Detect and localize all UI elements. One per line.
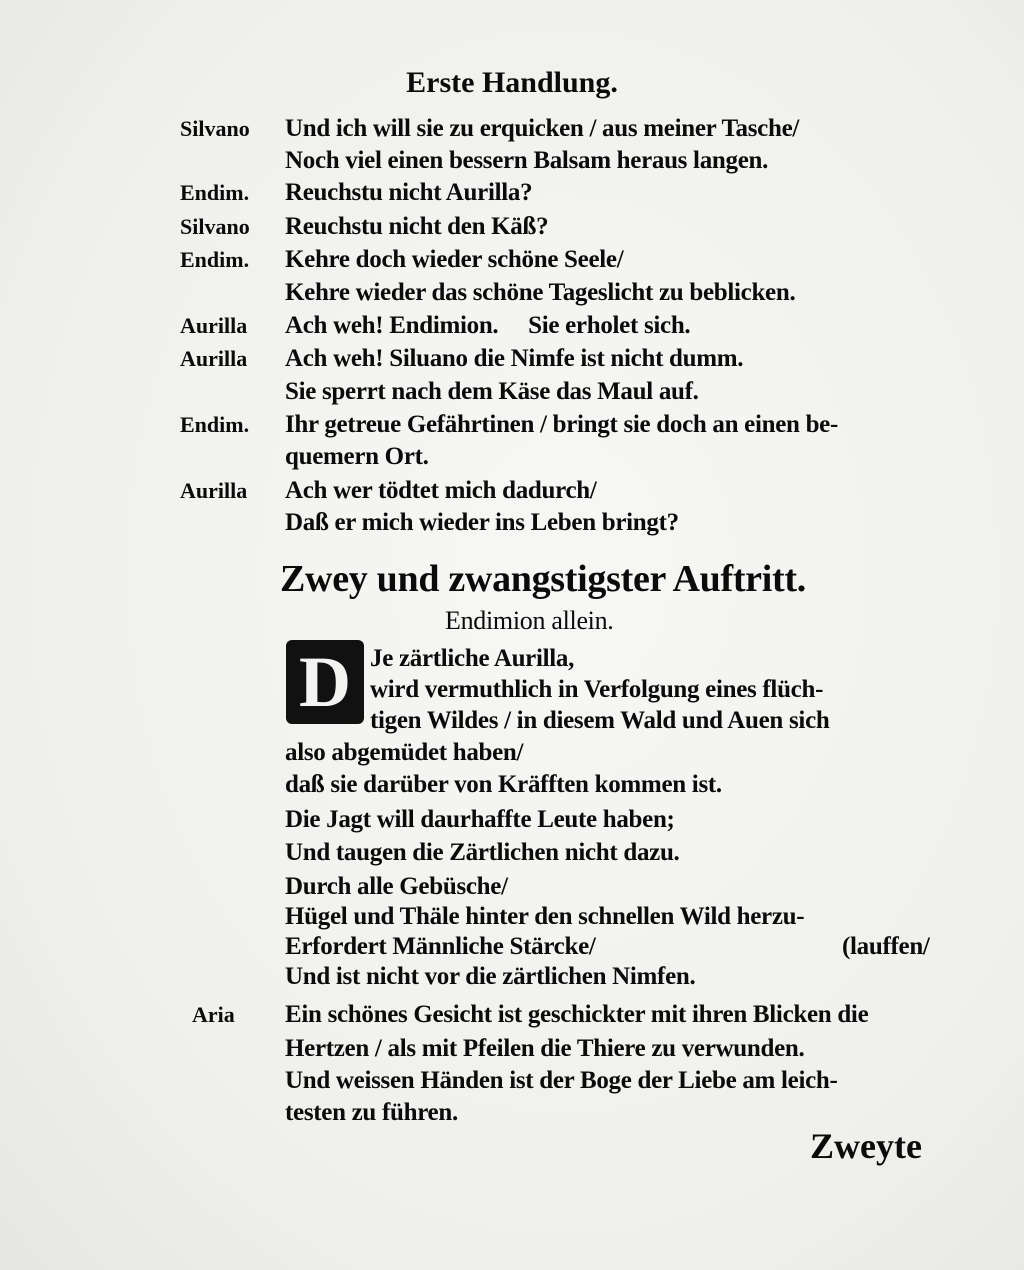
scene-line-overflow: (lauffen/ [842, 933, 930, 960]
dialogue-line: Ach weh! Siluano die Nimfe ist nicht dumm. [285, 345, 744, 372]
speaker-label: Endim. [180, 412, 250, 437]
dialogue-line: Und ich will sie zu erquicken / aus meiner Tasche/ [285, 115, 800, 142]
scene-line: Und ist nicht vor die zärtlichen Nimfen. [285, 963, 696, 990]
scene-line: tigen Wildes / in diesem Wald und Auen sich [370, 707, 830, 734]
speaker-label: Endim. [180, 180, 250, 205]
scene-line: Durch alle Gebüsche/ [285, 873, 508, 900]
dialogue-line: Kehre doch wieder schöne Seele/ [285, 246, 624, 273]
dialogue-line: Noch viel einen bessern Balsam heraus langen. [285, 147, 769, 174]
drop-cap: D [286, 640, 364, 724]
scene-line: Je zärtliche Aurilla, [370, 645, 575, 672]
scene-line: daß sie darüber von Kräfften kommen ist. [285, 771, 722, 798]
catchword: Zweyte [810, 1126, 922, 1166]
speaker-label: Silvano [180, 214, 250, 239]
dialogue-line: Reuchstu nicht Aurilla? [285, 179, 533, 206]
dialogue-line: Kehre wieder das schöne Tageslicht zu beblicken. [285, 279, 796, 306]
scene-line: Die Jagt will daurhaffte Leute haben; [285, 806, 675, 833]
dialogue-line: Daß er mich wieder ins Leben bringt? [285, 509, 679, 536]
scene-line: Hügel und Thäle hinter den schnellen Wild herzu- [285, 903, 805, 930]
speaker-label: Aurilla [180, 313, 248, 338]
speaker-label: Aurilla [180, 478, 248, 503]
dialogue-line: Ach weh! Endimion. Sie erholet sich. [285, 312, 691, 339]
dialogue-line: Ihr getreue Gefährtinen / bringt sie doch an einen be- [285, 411, 839, 438]
page-header: Erste Handlung. [406, 66, 618, 99]
speaker-label: Endim. [180, 247, 250, 272]
aria-label: Aria [192, 1002, 235, 1027]
dialogue-line: quemern Ort. [285, 443, 429, 470]
scene-line: Und taugen die Zärtlichen nicht dazu. [285, 839, 680, 866]
scene-line: also abgemüdet haben/ [285, 739, 524, 766]
aria-line: testen zu führen. [285, 1099, 458, 1126]
aria-line: Ein schönes Gesicht ist geschickter mit ihren Blicken die [285, 1001, 869, 1028]
dialogue-line: Reuchstu nicht den Käß? [285, 213, 549, 240]
speaker-label: Silvano [180, 116, 250, 141]
scene-line: wird vermuthlich in Verfolgung eines flüch- [370, 676, 824, 703]
dialogue-line: Ach wer tödtet mich dadurch/ [285, 477, 597, 504]
aria-line: Und weissen Händen ist der Boge der Liebe am leich- [285, 1067, 838, 1094]
scene-line: Erfordert Männliche Stärcke/ [285, 933, 596, 960]
speaker-label: Aurilla [180, 346, 248, 371]
aria-line: Hertzen / als mit Pfeilen die Thiere zu verwunden. [285, 1035, 805, 1062]
dialogue-line: Sie sperrt nach dem Käse das Maul auf. [285, 378, 699, 405]
scene-subtitle: Endimion allein. [445, 606, 614, 635]
scene-title: Zwey und zwangstigster Auftritt. [280, 558, 806, 600]
